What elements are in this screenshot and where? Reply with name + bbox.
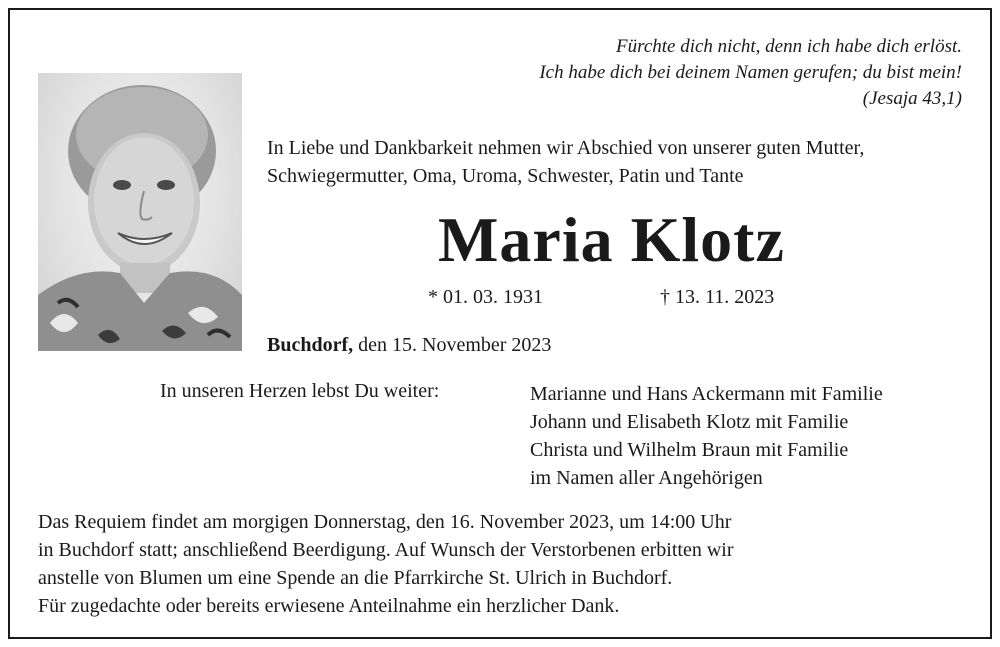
funeral-details — [38, 508, 734, 620]
portrait-illustration — [38, 73, 242, 351]
mourner-entry: Marianne und Hans Ackermann mit Familie — [530, 383, 883, 405]
intro-line: In Liebe und Dankbarkeit nehmen wir Abschied von unserer guten Mutter, — [267, 137, 865, 159]
mourner-entry: im Namen aller Angehörigen — [530, 467, 763, 489]
verse-line: Fürchte dich nicht, denn ich habe dich erlöst. — [616, 36, 962, 57]
footer-line: anstelle von Blumen um eine Spende an die Pfarrkirche St. Ulrich in Buchdorf. — [38, 567, 673, 589]
mourners-label: In unseren Herzen lebst Du weiter: — [160, 380, 440, 402]
bible-verse — [539, 34, 962, 112]
mourner-entry: Christa und Wilhelm Braun mit Familie — [530, 439, 849, 461]
mourners-list — [530, 380, 883, 492]
verse-line: Ich habe dich bei deinem Namen gerufen; du bist mein! — [539, 62, 962, 83]
death-date: † 13. 11. 2023 — [660, 286, 775, 308]
footer-line: Das Requiem findet am morgigen Donnerstag, den 16. November 2023, um 14:00 Uhr — [38, 511, 732, 533]
mourner-entry: Johann und Elisabeth Klotz mit Familie — [530, 411, 849, 433]
footer-line: in Buchdorf statt; anschließend Beerdigung. Auf Wunsch der Verstorbenen erbitten wir — [38, 539, 734, 561]
date: den 15. November 2023 — [358, 334, 552, 356]
birth-date: * 01. 03. 1931 — [428, 286, 543, 308]
portrait-photo — [38, 73, 242, 351]
intro-line: Schwiegermutter, Oma, Uroma, Schwester, Patin und Tante — [267, 165, 744, 187]
place: Buchdorf, — [267, 334, 354, 356]
place-and-date — [267, 334, 551, 357]
footer-line: Für zugedachte oder bereits erwiesene Anteilnahme ein herzlicher Dank. — [38, 595, 620, 617]
deceased-name: Maria Klotz — [438, 204, 785, 275]
intro-text — [267, 134, 864, 190]
verse-reference: (Jesaja 43,1) — [862, 88, 962, 109]
